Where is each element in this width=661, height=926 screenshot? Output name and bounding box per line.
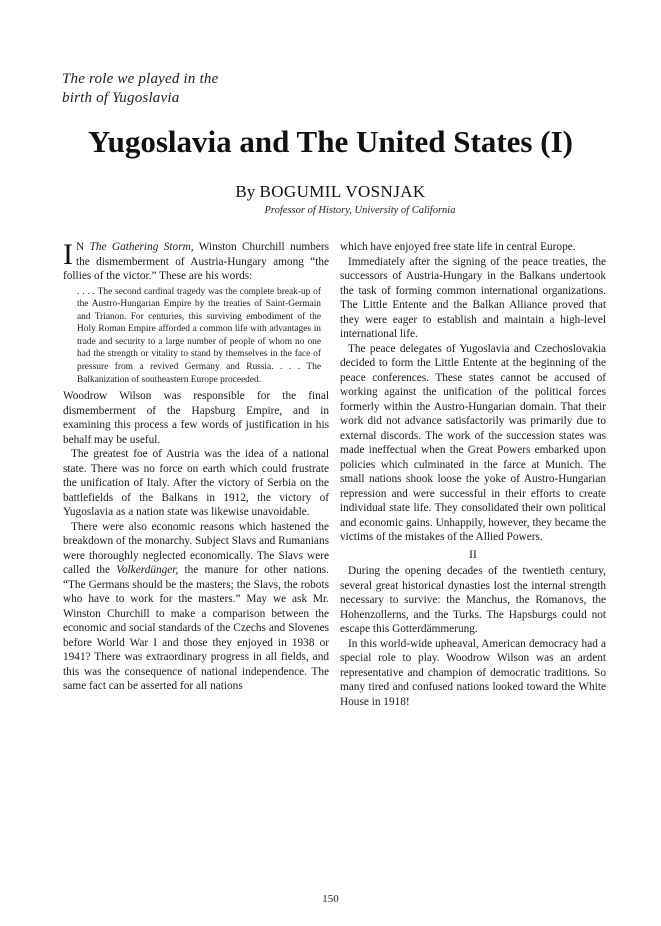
book-title: The Gathering Storm, [89, 241, 194, 253]
paragraph: During the opening decades of the twentieth century, several great historical dynasties lost the internal strength necessary to survive: the Manchus, the Romanovs, the Hohenzollerns, and the Turks. The Hapsburgs could not escape this Gotterdämmerung. [340, 565, 606, 635]
paragraph: Immediately after the signing of the peace treaties, the successors of Austria-Hungary in the Balkans undertook the task of forming common international organizations. The Little Entente and the Balkan Alliance proved that they were eager to establish and maintain a high-level international life. [340, 255, 606, 340]
paragraph: The peace delegates of Yugoslavia and Czechoslovakia decided to form the Little Entente at the beginning of the peace conferences. These states cannot be accused of working against the unification of the political forces formerly within the Austro-Hungarian domain. That their work did not advance satisfactorily was primarily due to external discords. The work of the succession states was made ineffectual when the Great Powers embarked upon policies which culminated in the farce at Munich. The small nations shook loose the yoke of Austro-Hungarian repression and were successful in their efforts to create individual state life. They consolidated their own political and economic gains. Unhappily, however, they became the victims of the mistakes of the Allied Powers. [340, 342, 606, 543]
right-column [340, 240, 606, 709]
left-column [63, 240, 329, 694]
author-affiliation: Professor of History, University of California [264, 205, 456, 216]
section-heading: II [469, 548, 477, 561]
article-kicker: The role we played in the birth of Yugoslavia [62, 71, 219, 106]
paragraph: which have enjoyed free state life in central Europe. [340, 241, 576, 253]
drop-cap: I [63, 238, 73, 271]
byline [0, 182, 661, 202]
page-number: 150 [322, 893, 339, 905]
text-run: N [76, 241, 90, 253]
paragraph: Woodrow Wilson was responsible for the final dismemberment of the Hapsburg Empire, and in examining this process a few words of justification in his behalf may be useful. [63, 390, 329, 446]
paragraph [63, 240, 329, 284]
paragraph [63, 520, 329, 694]
paragraph: In this world-wide upheaval, American democracy had a special role to play. Woodrow Wilson was an ardent representative and champion of democratic traditions. So many tired and confused nations looked toward the White House in 1918! [340, 637, 606, 708]
author-name: BOGUMIL VOSNJAK [259, 182, 426, 201]
text-run: There were also economic reasons which hastened the breakdown of the monarchy. Subject Slavs and Rumanians were thoroughly neglected economically. The Slavs were called the [63, 520, 329, 577]
text-run: the manure for other nations. “The Germans should be the masters; the Slavs, the robots who have to work for the masters.” May we ask Mr. Winston Churchill to make a comparison between the economic and social standards of the Czechs and Slovenes before World War I and those they enjoyed in 1938 or 1941? There was extraordinary progress in all fields, and this was the consequence of national independence. The same fact can be asserted for all nations [63, 564, 329, 693]
byline-prefix: By [235, 182, 256, 201]
text-run: Winston Churchill numbers the dismemberment of Austria-Hungary among “the follies of the victor.” These are his words: [63, 241, 329, 282]
article-title: Yugoslavia and The United States (I) [88, 124, 573, 159]
paragraph: The greatest foe of Austria was the idea of a national state. There was no force on earth which could frustrate the unification of Italy. After the victory of Serbia on the battlefields of the Balkans in 1912, the victory of Yugoslavia as a nation state was likewise unavoidable. [63, 448, 329, 519]
italic-term: Volkerdünger, [116, 564, 179, 577]
block-quote: . . . . The second cardinal tragedy was the complete break-up of the Austro-Hungarian Empire by the treaties of Saint-Germain and Trianon. For centuries, this surviving embodiment of the Holy Roman Empire afforded a common life with advantages in trade and security to a large number of people of whom no one had the strength or vitality to stand by themselves in the face of pressure from a revived Germany and Russia. . . . The Balkanization of southeastern Europe proceeded. [77, 286, 321, 385]
